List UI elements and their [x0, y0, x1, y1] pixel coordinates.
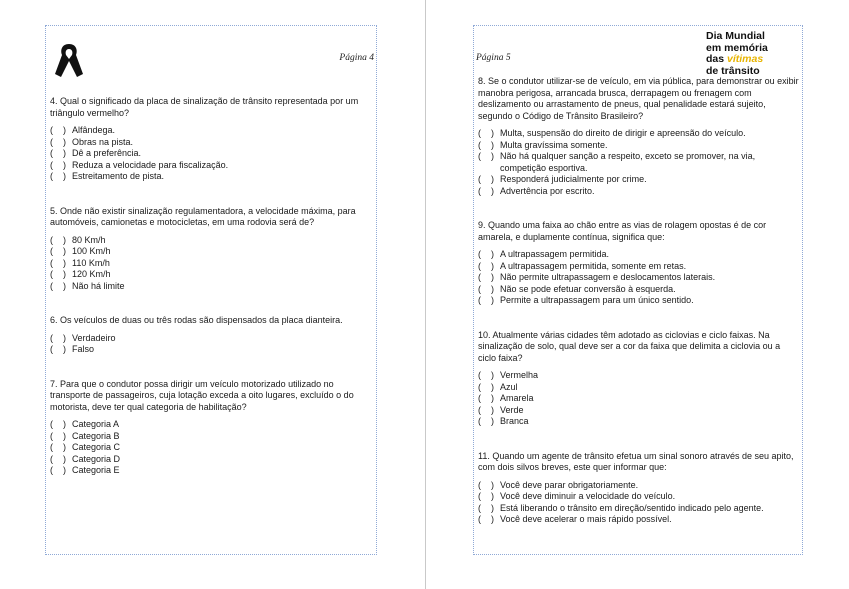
page-spine — [425, 0, 426, 589]
question-text: 9. Quando uma faixa ao chão entre as vias de rolagem opostas é de cor amarela, e duplamente contínua, significa que: — [478, 220, 767, 242]
answer-checkbox[interactable]: ( ) — [50, 344, 66, 354]
answer-checkbox[interactable]: ( ) — [478, 139, 494, 150]
answer-checkbox[interactable]: ( ) — [50, 280, 66, 291]
logo-line: em memória — [706, 41, 768, 54]
answer-checkbox[interactable]: ( ) — [50, 465, 66, 475]
answer-option[interactable] — [50, 419, 374, 431]
answer-option[interactable] — [478, 503, 800, 515]
question-block — [478, 220, 800, 307]
answer-option[interactable] — [50, 160, 374, 172]
left-page — [45, 25, 377, 555]
answer-checkbox[interactable]: ( ) — [478, 502, 494, 513]
answer-option[interactable] — [478, 284, 800, 296]
answer-checkbox[interactable]: ( ) — [478, 185, 494, 196]
answer-checkbox[interactable]: ( ) — [478, 151, 494, 161]
answer-checkbox[interactable]: ( ) — [478, 128, 494, 138]
answer-label: Vermelha — [500, 370, 539, 380]
questions-list — [478, 76, 800, 549]
answer-checkbox[interactable]: ( ) — [478, 404, 494, 415]
answer-option[interactable] — [50, 333, 374, 345]
answer-option[interactable] — [50, 465, 374, 477]
answer-label: Você deve diminuir a velocidade do veículo. — [500, 491, 676, 501]
answer-option[interactable] — [50, 258, 374, 270]
answer-option[interactable] — [478, 186, 800, 198]
question-text: 6. Os veículos de duas ou três rodas são dispensados da placa dianteira. — [50, 315, 343, 325]
answer-option[interactable] — [50, 281, 374, 293]
answer-label: Reduza a velocidade para fiscalização. — [72, 159, 229, 170]
answer-label: Verdadeiro — [72, 332, 116, 343]
answer-option[interactable] — [50, 269, 374, 281]
answer-label: Não permite ultrapassagem e deslocamentos laterais. — [500, 272, 716, 282]
answer-option[interactable] — [50, 125, 374, 137]
logo-line — [706, 54, 786, 66]
answer-label: Multa, suspensão do direito de dirigir e apreensão do veículo. — [500, 128, 746, 138]
answer-checkbox[interactable]: ( ) — [50, 332, 66, 343]
answer-label: Permite a ultrapassagem para um único sentido. — [500, 295, 694, 305]
answer-checkbox[interactable]: ( ) — [478, 295, 494, 305]
answer-option[interactable] — [50, 431, 374, 443]
answer-label: Não há qualquer sanção a respeito, exceto se promover, na via, competição esportiva. — [500, 151, 756, 173]
answer-label: Não se pode efetuar conversão à esquerda. — [500, 283, 676, 294]
answer-option[interactable] — [478, 128, 800, 140]
campaign-logo — [706, 31, 786, 77]
answer-option[interactable] — [50, 235, 374, 247]
answer-checkbox[interactable]: ( ) — [50, 419, 66, 429]
answer-label: A ultrapassagem permitida, somente em retas. — [500, 260, 687, 271]
answer-label: Multa gravíssima somente. — [500, 139, 608, 150]
answer-label: Categoria E — [72, 465, 120, 475]
answer-checkbox[interactable]: ( ) — [50, 171, 66, 181]
answer-option[interactable] — [478, 393, 800, 405]
question-block — [50, 315, 374, 356]
answer-label: Você deve acelerar o mais rápido possível. — [500, 514, 672, 524]
answer-option[interactable] — [478, 416, 800, 428]
answer-checkbox[interactable]: ( ) — [478, 283, 494, 294]
answer-checkbox[interactable]: ( ) — [50, 234, 66, 245]
page-number: Página 5 — [476, 53, 511, 63]
answer-checkbox[interactable]: ( ) — [478, 416, 494, 426]
question-block — [50, 206, 374, 293]
question-text: 4. Qual o significado da placa de sinalização de trânsito representada por um triângulo vermelho? — [50, 96, 359, 118]
answer-checkbox[interactable]: ( ) — [478, 174, 494, 184]
answer-checkbox[interactable]: ( ) — [478, 393, 494, 403]
answer-checkbox[interactable]: ( ) — [50, 148, 66, 158]
answer-option[interactable] — [478, 405, 800, 417]
logo-line: Dia Mundial — [706, 30, 765, 42]
answer-label: Está liberando o trânsito em direção/sentido indicado pelo agente. — [500, 502, 764, 513]
answer-label: Categoria C — [72, 442, 121, 452]
answer-option[interactable] — [478, 151, 800, 174]
mourning-ribbon-icon — [52, 40, 86, 80]
questions-list — [50, 96, 374, 500]
answer-label: Azul — [500, 381, 518, 392]
answer-label: 120 Km/h — [72, 269, 111, 279]
question-block — [50, 96, 374, 183]
question-block — [478, 330, 800, 428]
answer-checkbox[interactable]: ( ) — [50, 442, 66, 452]
right-page — [473, 25, 803, 555]
answer-option[interactable] — [50, 171, 374, 183]
answer-option[interactable] — [478, 370, 800, 382]
answer-label: Branca — [500, 416, 529, 426]
answer-option[interactable] — [478, 382, 800, 394]
answer-option[interactable] — [50, 148, 374, 160]
answer-label: Obras na pista. — [72, 136, 134, 147]
answer-label: Categoria B — [72, 430, 120, 441]
answer-label: Alfândega. — [72, 125, 116, 135]
answer-checkbox[interactable]: ( ) — [478, 514, 494, 524]
logo-highlight: vítimas — [727, 53, 764, 65]
answer-label: 110 Km/h — [72, 257, 110, 268]
answer-option[interactable] — [478, 140, 800, 152]
answer-option[interactable] — [478, 491, 800, 503]
answer-checkbox[interactable]: ( ) — [50, 269, 66, 279]
answer-checkbox[interactable]: ( ) — [50, 257, 66, 268]
question-text: 7. Para que o condutor possa dirigir um veículo motorizado utilizado no transporte de passageiros, cuja lotação exceda a oito lugares, excluído o do motorista, deve ter qual categoria de habilitação? — [50, 378, 354, 412]
answer-checkbox[interactable]: ( ) — [478, 249, 494, 259]
answer-checkbox[interactable]: ( ) — [478, 260, 494, 271]
answer-label: Categoria D — [72, 453, 121, 464]
answer-label: Não há limite — [72, 280, 125, 291]
question-block — [478, 76, 800, 197]
answer-checkbox[interactable]: ( ) — [478, 381, 494, 392]
answer-label: A ultrapassagem permitida. — [500, 249, 610, 259]
answer-option[interactable] — [478, 174, 800, 186]
answer-checkbox[interactable]: ( ) — [50, 246, 66, 256]
answer-option[interactable] — [478, 272, 800, 284]
answer-label: 100 Km/h — [72, 246, 111, 256]
answer-checkbox[interactable]: ( ) — [50, 125, 66, 135]
answer-label: Advertência por escrito. — [500, 185, 595, 196]
answer-checkbox[interactable]: ( ) — [478, 491, 494, 501]
answer-option[interactable] — [50, 454, 374, 466]
answer-checkbox[interactable]: ( ) — [478, 370, 494, 380]
answer-label: Você deve parar obrigatoriamente. — [500, 479, 639, 490]
logo-text: das — [706, 53, 728, 65]
answer-label: Verde — [500, 404, 524, 415]
answer-option[interactable] — [478, 249, 800, 261]
answer-label: Dê a preferência. — [72, 148, 142, 158]
answer-checkbox[interactable]: ( ) — [478, 272, 494, 282]
answer-option[interactable] — [50, 246, 374, 258]
answer-checkbox[interactable]: ( ) — [50, 136, 66, 147]
answer-option[interactable] — [50, 137, 374, 149]
logo-line: de trânsito — [706, 64, 760, 77]
answer-option[interactable] — [478, 295, 800, 307]
answer-checkbox[interactable]: ( ) — [50, 453, 66, 464]
answer-option[interactable] — [50, 344, 374, 356]
question-text: 5. Onde não existir sinalização regulamentadora, a velocidade máxima, para automóveis, camionetas e motocicletas, em uma rodovia será de? — [50, 205, 356, 227]
answer-label: 80 Km/h — [72, 234, 106, 245]
answer-label: Responderá judicialmente por crime. — [500, 174, 647, 184]
page-number: Página 4 — [339, 53, 374, 63]
question-block — [478, 451, 800, 526]
question-text: 8. Se o condutor utilizar-se de veículo, em via pública, para demonstrar ou exibir manobra perigosa, arrancada brusca, derrapagem ou frenagem com deslizamento ou arrastamento de pneus, qual penalidade estará sujeito, segundo o Código de Trânsito Brasileiro? — [478, 76, 799, 121]
answer-checkbox[interactable]: ( ) — [50, 430, 66, 441]
question-text: 11. Quando um agente de trânsito efetua um sinal sonoro através de seu apito, com dois silvos breves, este quer informar que: — [478, 450, 794, 472]
answer-label: Falso — [72, 344, 95, 354]
answer-checkbox[interactable]: ( ) — [478, 479, 494, 490]
answer-label: Amarela — [500, 393, 534, 403]
question-text: 10. Atualmente várias cidades têm adotado as ciclovias e ciclo faixas. Na sinalização de solo, qual deve ser a cor da faixa que delimita a ciclovia ou a ciclo faixa? — [478, 329, 781, 363]
answer-option[interactable] — [50, 442, 374, 454]
answer-option[interactable] — [478, 261, 800, 273]
answer-label: Categoria A — [72, 419, 120, 429]
answer-option[interactable] — [478, 480, 800, 492]
answer-option[interactable] — [478, 514, 800, 526]
answer-label: Estreitamento de pista. — [72, 171, 165, 181]
answer-checkbox[interactable]: ( ) — [50, 159, 66, 170]
question-block — [50, 379, 374, 477]
